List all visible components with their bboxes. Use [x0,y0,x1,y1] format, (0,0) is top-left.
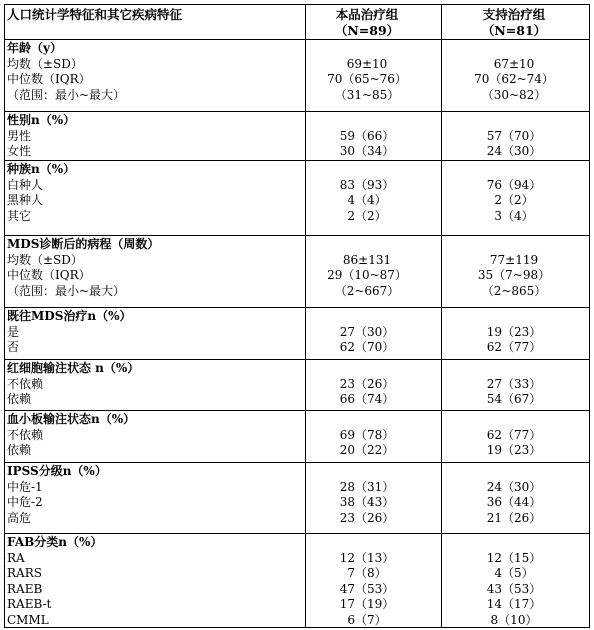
treatment-group-value: 7（8） [347,566,387,581]
treatment-group-value: 23（26） [339,510,395,525]
row-label: 中危-2 [7,495,43,510]
section [5,41,589,103]
support-group-value: 19（23） [486,443,542,458]
treatment-group-value: 83（93） [339,177,395,192]
table-row [5,253,589,269]
row-label: 其它 [7,208,32,223]
table-row [5,209,589,225]
table-row [5,495,589,511]
section-title: 血小板输注状态n（%） [7,412,136,426]
row-label: CMML [7,612,49,627]
table-row [5,88,589,104]
section [5,361,589,408]
row-label: 黑种人 [7,193,44,208]
table-row [5,613,589,629]
support-group-value: 24（30） [486,144,542,159]
treatment-group-value: 28（31） [339,479,395,494]
table-row [5,325,589,341]
row-label: （范围：最小~最大） [7,283,126,298]
section [5,535,589,629]
treatment-group-value: 86±131 [342,252,392,267]
support-group-value: 36（44） [486,495,542,510]
table-row [5,193,589,209]
row-label: 中位数（IQR） [7,72,91,87]
table-row [5,582,589,598]
treatment-group-value: 66（74） [339,392,395,407]
treatment-group-value: 4（4） [347,193,387,208]
section [5,412,589,459]
section [5,309,589,356]
support-group-value: 76（94） [486,177,542,192]
section [5,464,589,526]
table-row [5,268,589,284]
table-row [5,551,589,567]
table-row [5,129,589,145]
row-label: 白种人 [7,177,44,192]
support-group-value: 2（2） [494,193,534,208]
table-row [5,144,589,160]
table-row [5,597,589,613]
row-label: （范围：最小~最大） [7,87,126,102]
support-group-value: 19（23） [486,324,542,339]
table-row [5,511,589,527]
treatment-group-value: 23（26） [339,376,395,391]
row-label: 均数（±SD） [7,56,83,71]
treatment-group-title: 本品治疗组 [335,7,399,22]
treatment-group-value: 30（34） [339,144,395,159]
support-group-value: 12（15） [486,550,542,565]
support-group-value: 14（17） [486,597,542,612]
treatment-group-value: 69±10 [346,56,388,71]
table-row [5,178,589,194]
section-divider [5,410,589,411]
support-group-value: 62（77） [486,427,542,442]
support-group-value: 27（33） [486,376,542,391]
treatment-group-value: 47（53） [339,581,395,596]
support-group-value: 35（7~98） [477,268,551,283]
section-title: MDS诊断后的病程（周数） [7,237,160,251]
support-group-value: 62（77） [486,340,542,355]
row-label: 依赖 [7,443,32,458]
row-label: 不依赖 [7,376,44,391]
row-label: 依赖 [7,392,32,407]
header-divider [5,39,589,40]
section-divider [5,359,589,360]
support-group-n: （N=81） [481,23,547,38]
support-group-value: 70（62~74） [474,72,554,87]
support-group-value: 8（10） [490,612,538,627]
table-row [5,57,589,73]
support-group-value: （2~865） [481,283,547,298]
treatment-group-value: （2~667） [334,283,400,298]
table-row [5,284,589,300]
section-title: IPSS分级n（%） [7,464,107,478]
section [5,237,589,299]
support-group-value: 24（30） [486,479,542,494]
treatment-group-value: 12（13） [339,550,395,565]
support-group-value: 57（70） [486,128,542,143]
support-group-value: 3（4） [494,208,534,223]
section-title: 性别n（%） [7,113,76,127]
section-title: 既往MDS治疗n（%） [7,309,132,323]
section-title: 年龄（y） [7,41,62,55]
row-label: RAEB [7,581,43,596]
header-label: 人口统计学特征和其它疾病特征 [7,7,183,22]
treatment-group-value: 17（19） [339,597,395,612]
support-group-value: 54（67） [486,392,542,407]
row-label: 中位数（IQR） [7,268,91,283]
section-title: FAB分类n（%） [7,535,103,549]
treatment-group-value: 38（43） [339,495,395,510]
table-row [5,392,589,408]
row-label: RAEB-t [7,597,52,612]
section-divider [5,462,589,463]
treatment-group-value: 59（66） [339,128,395,143]
row-label: 中危-1 [7,479,43,494]
table-row [5,340,589,356]
section-divider [5,307,589,308]
treatment-group-value: （31~85） [334,87,400,102]
section-divider [5,160,589,161]
header-treatment-group [315,7,419,39]
table-row [5,480,589,496]
row-label: 女性 [7,144,32,159]
row-label: 否 [7,340,20,355]
header-support-group [441,7,587,39]
support-group-title: 支持治疗组 [482,7,546,22]
support-group-value: 4（5） [494,566,534,581]
row-label: RA [7,550,25,565]
table-row [5,428,589,444]
support-group-value: 77±119 [489,252,539,267]
section-divider [5,235,589,236]
support-group-value: 43（53） [486,581,542,596]
treatment-group-n: （N=89） [334,23,400,38]
section [5,162,589,224]
row-label: 是 [7,324,20,339]
treatment-group-value: 6（7） [347,612,387,627]
row-label: 高危 [7,510,32,525]
treatment-group-value: 69（78） [339,427,395,442]
row-label: RARS [7,566,42,581]
treatment-group-value: 70（65~76） [327,72,407,87]
support-group-value: 67±10 [493,56,535,71]
treatment-group-value: 27（30） [339,324,395,339]
treatment-group-value: 62（70） [339,340,395,355]
treatment-group-value: 20（22） [339,443,395,458]
section-divider [5,533,589,534]
section [5,113,589,160]
row-label: 不依赖 [7,427,44,442]
treatment-group-value: 29（10~87） [327,268,407,283]
table-row [5,443,589,459]
table-row [5,566,589,582]
row-label: 男性 [7,128,32,143]
characteristics-table [4,4,590,628]
treatment-group-value: 2（2） [347,208,387,223]
table-row [5,72,589,88]
support-group-value: 21（26） [486,510,542,525]
section-divider [5,111,589,112]
section-title: 种族n（%） [7,162,76,176]
section-title: 红细胞输注状态 n（%） [7,361,140,375]
table-row [5,377,589,393]
support-group-value: （30~82） [481,87,547,102]
row-label: 均数（±SD） [7,252,83,267]
